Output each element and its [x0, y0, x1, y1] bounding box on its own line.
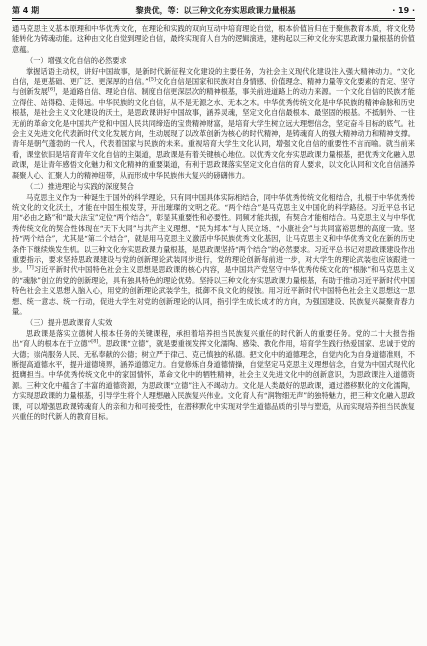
section-heading-2: （二）推进理论与实践的深度契合: [26, 182, 134, 192]
issue-number: 第 4 期: [12, 6, 40, 15]
citation: [6]: [48, 87, 56, 94]
citation: [5]: [148, 76, 156, 83]
section-heading-1: （一）增强文化自信的必然要求: [26, 56, 127, 66]
section-heading-3: （三）提升思政课育人实效: [26, 318, 113, 328]
section-2-paragraph: 马克思主义作为一种诞生于国外的科学理论，只有同中国具体实际相结合，同中华优秀传统文化相结合，扎根于中华优秀传统文化的文化沃土，才能在中国生根发芽，开出璀璨的文明之花。“两个结合”是马克思主义中国化的科学路径。习近平总书记用“必由之路”和“最大法宝”定位“两个结合”，彰显其重要性和必要性。同频才能共振，有契合才能相结合。马克思主义与中华优秀传统文化的契合性体现在“天下大同”与共产主义理想、“民为邦本”与人民立场、“小康社会”与共同富裕思想的高度一致。坚持“两个结合”，尤其是“第二个结合”，就是用马克思主义激活中华民族优秀文化基因，让马克思主义和中华优秀文化在新的历史条件下继续焕发生机。以三种文化夯实思政课力量根基，是思政课坚持“两个结合”的必然要求。习近平总书记对思政课建设作出重要指示，要求坚持思政课建设与党的创新理论武装同步进行，党的理论创新每前进一步，对大学生的理论武装也应该跟进一步。[7]习近平新时代中国特色社会主义思想是思政课的核心内容，是中国共产党坚守中华优秀传统文化的“根脉”和马克思主义的“魂脉”创立的党的创新理论，具有独具特色的理论优势。坚持以三种文化夯实思政课力量根基，有助于推动习近平新时代中国特色社会主义思想入脑入心，用党的创新理论武装学生，抵御不良文化的侵蚀。用习近平新时代中国特色社会主义思想这一思想、统一意志、统一行动，促进大学生对党的创新理论的认同，指引学生成长成才的方向，为强国建设、民族复兴凝聚青春力量。: [12, 192, 415, 316]
running-header: [12, 6, 415, 19]
section-1-paragraph: 掌握话语主动权，讲好中国故事，是新时代新征程文化建设的主要任务，为社会主义现代化建设注入强大精神动力。“文化自信，是更基础、更广泛、更深厚的自信。”[5]文化自信是国家和民族对自身情感、价值理念、精神力量等文化要素的肯定、坚守与创新发展[6]，是道路自信、理论自信、制度自信更深层次的精神根基，事关前进道路上的动力来源。一个文化自信的民族才能立得住、站得稳、走得远。中华民族的文化自信，从不是无源之水、无本之木。中华优秀传统文化是中华民族的精神命脉和历史根基，是社会主义文化建设的沃土，是思政课讲好中国故事，涵养灵魂，坚定文化自信最根本、最坚固的根基。不抵制外、一往无前的革命文化是中国共产党和中国人民共同缔造的宝贵精神财富，是培育大学生树立远大理想信念，坚定奋斗目标的底气。社会主义先进文化代表新时代文化发展方向，生动展现了以改革创新为核心的时代精神，是铸魂育人的强大精神动力和精神支撑。青年是朝气蓬勃的一代人，代表着国家与民族的未来。重视培育大学生文化认同，增强文化自信的重要性不言而喻。就当前来看，课堂依旧是培育青年文化自信的主渠道，思政课是有着关键核心地位。以优秀文化夯实思政课力量根基，把优秀文化融入思政课，是让青年感悟文化魅力和文化精神的重要渠道，有利于思政课落实坚定文化自信的育人要求，以文化认同和文化自信涵养凝聚人心、汇聚人力的精神纽带，从而形成中华民族伟大复兴的磅礴伟力。: [12, 66, 415, 180]
header-rule: [12, 20, 415, 21]
article-body: [12, 24, 415, 422]
citation: [8]: [91, 338, 99, 345]
citation: [7]: [26, 264, 34, 271]
section-3-paragraph: 思政课是落实立德树人根本任务的关键课程，承担着培养担当民族复兴重任的时代新人的重要任务。党的二十大报告指出“育人的根本在于立德”[8]。思政课“立德”，就是要重视发挥文化濡陶、感染、教化作用，培育学生践行热爱国家、忠诚于党的大德；崇尚服务人民、无私奉献的公德；树立严于律己、克己慎独的私德。把文化中的道德理念，自觉内化为自身道德准则，不断提高道德水平，提升道德境界，涵养道德定力。自觉修炼自身道德情操，自觉坚定马克思主义理想信念，自觉为中国式现代化挺膺担当。中华优秀传统文化中的家国情怀，革命文化中的牺牲精神，社会主义先进文化中的创新意识，为思政课注入道德资源。三种文化中蕴含了丰富的道德资源，为思政课“立德”注入不竭动力。文化是人类最好的思政课，通过潜移默化的文化濡陶，方实现思政课的力量根基，引导学生将个人理想融入民族复兴伟业。文化育人有“润物细无声”的独特魅力，把三种文化融入思政课，可以增强思政课铸魂育人的亲和力和可接受性，在潜移默化中实现对学生道德品质的引导与塑造，从而实现培养担当民族复兴重任的时代新人的教育目标。: [12, 328, 415, 422]
page-number: · 19 ·: [392, 6, 415, 15]
intro-paragraph: 通马克思主义基本原理和中华优秀文化，在理论和实践的双向互动中培育理论自觉，根本价值旨归在于聚焦教育本质，将文化势能转化为铸魂动能。这种由文化自觉到理论自信，最终实现育人自为的逻辑演进，建构起以三种文化夯实思政课力量根基的价值意蕴。: [12, 24, 415, 54]
article-running-title: 黎贵优，等：以三种文化夯实思政课力量根基: [135, 6, 296, 15]
